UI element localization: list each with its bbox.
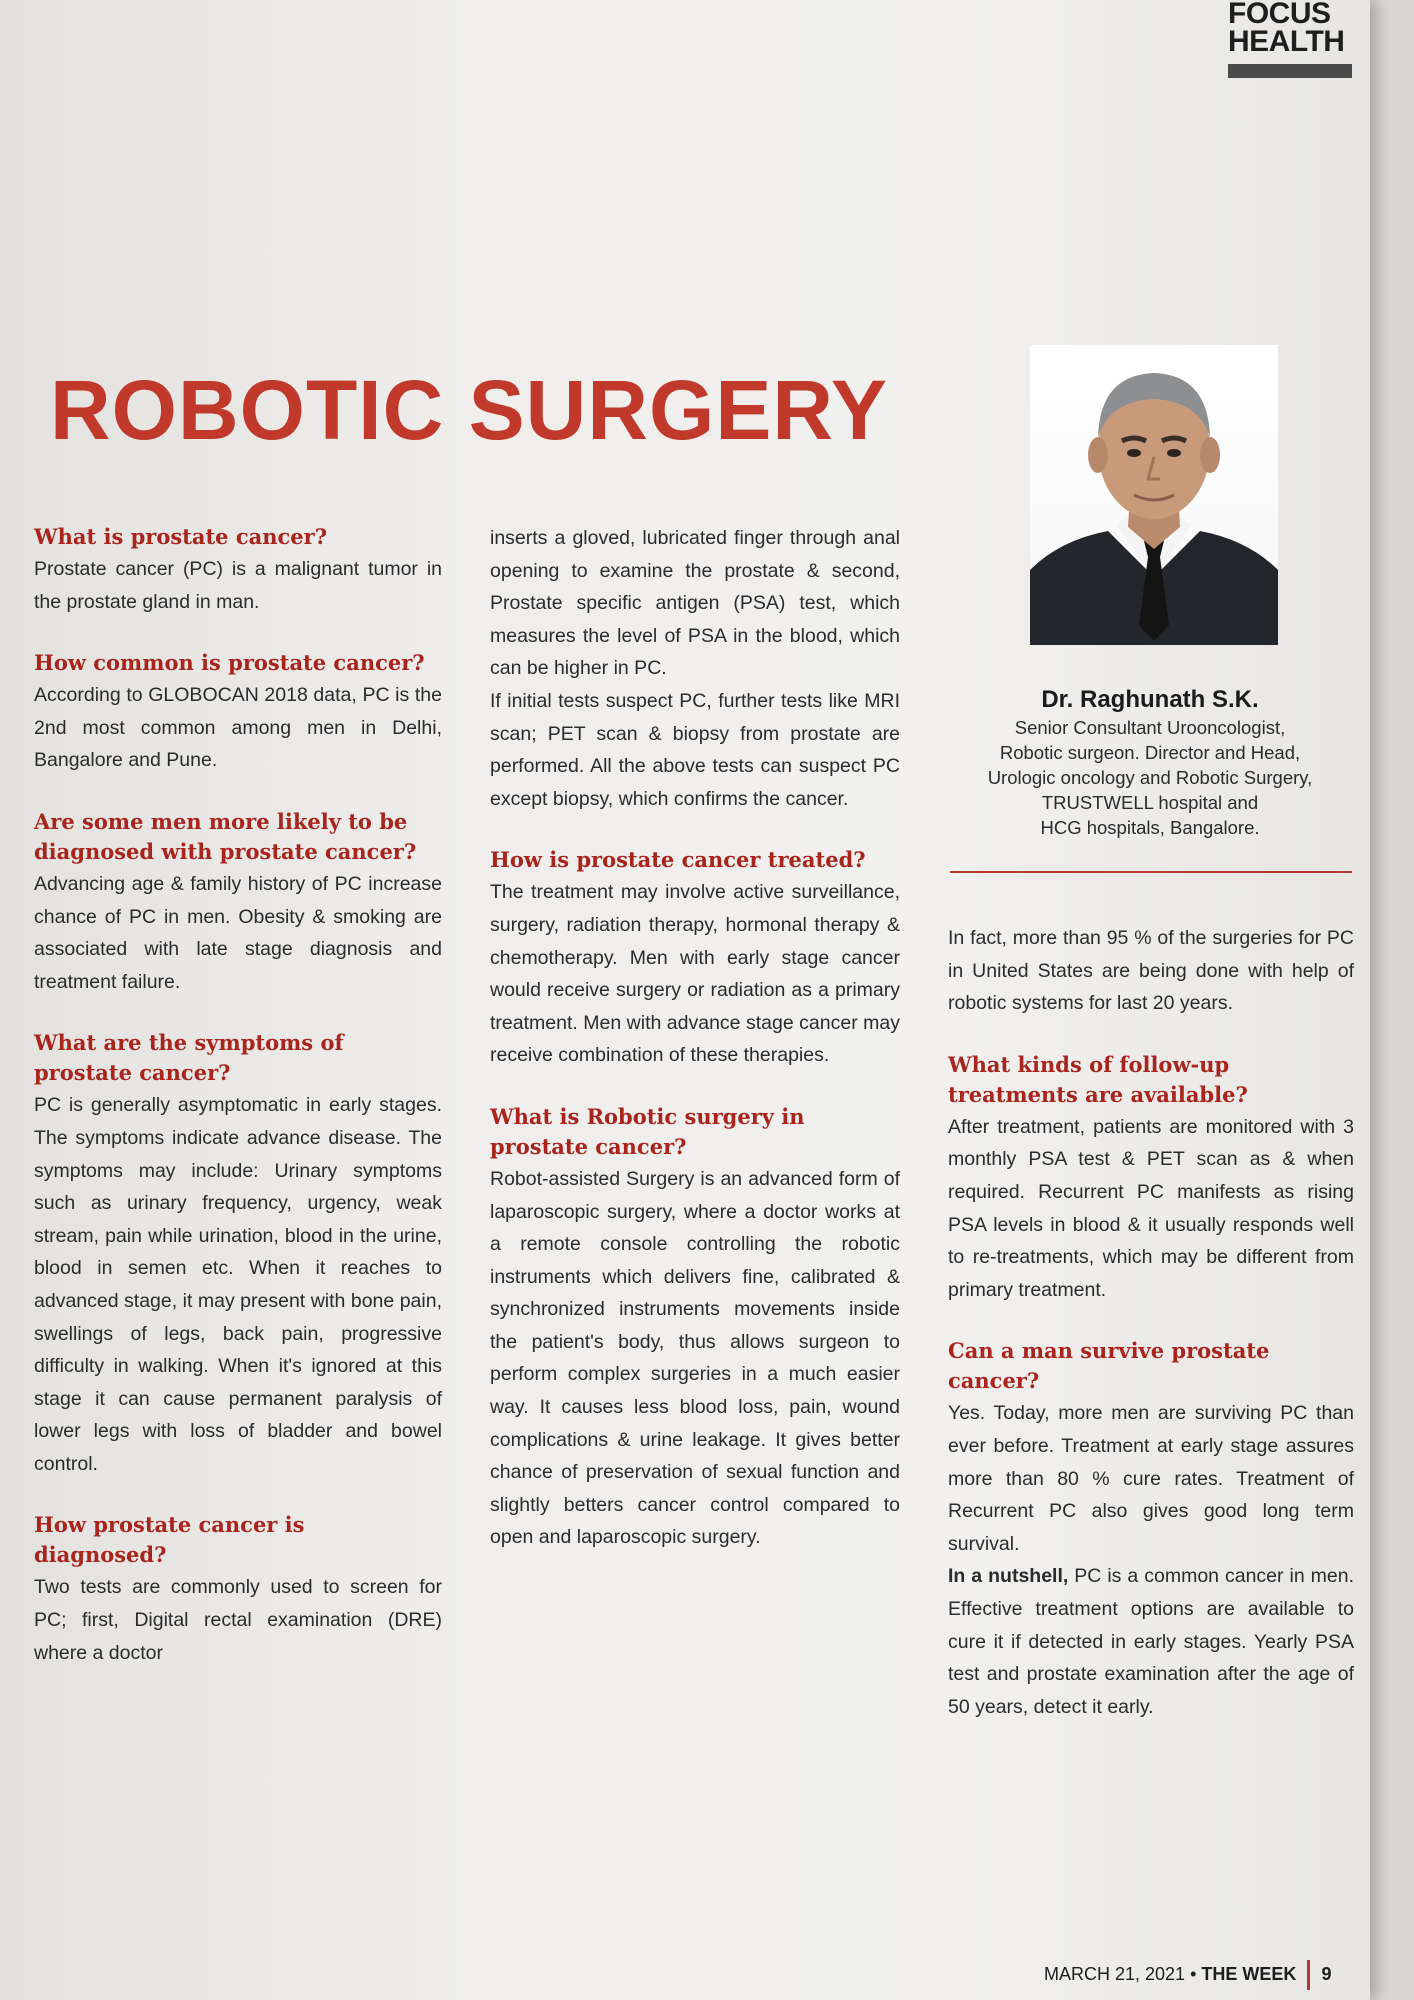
conclusion-paragraph [948, 1560, 1354, 1723]
column-1 [34, 522, 442, 1699]
doctor-role-line: Senior Consultant Urooncologist, [1014, 717, 1286, 738]
faq-section [490, 1102, 900, 1554]
section-tag-bar [1228, 64, 1352, 78]
faq-answer: Yes. Today, more men are surviving PC than ever before. Treatment at early stage assures more than 80 % cure rates. Treatment of Recurrent PC also gives good long term survival. [948, 1402, 1354, 1555]
faq-answer: In fact, more than 95 % of the surgeries for PC in United States are being done with help of robotic systems for last 20 years. [948, 927, 1354, 1015]
faq-section [948, 1336, 1354, 1723]
doctor-role-line: TRUSTWELL hospital and [1041, 792, 1259, 813]
faq-question: What kinds of follow-up treatments are available? [948, 1051, 1248, 1107]
page-number: 9 [1321, 1963, 1332, 1984]
doctor-role-line: Urologic oncology and Robotic Surgery, [987, 767, 1313, 788]
faq-answer: The treatment may involve active surveillance, surgery, radiation therapy, hormonal therapy & chemotherapy. Men with early stage cancer would receive surgery or radiation as a primary treatment. Men with advance stage cancer may receive combination of these therapies. [490, 881, 900, 1067]
doctor-name: Dr. Raghunath S.K. [1041, 686, 1259, 713]
conclusion-lead: In a nutshell, [948, 1565, 1069, 1588]
faq-section [490, 845, 900, 1072]
faq-answer: According to GLOBOCAN 2018 data, PC is the 2nd most common among men in Delhi, Bangalore and Pune. [34, 684, 442, 772]
faq-section [34, 1510, 442, 1669]
doctor-portrait [1030, 345, 1278, 645]
faq-answer: Robot-assisted Surgery is an advanced form of laparoscopic surgery, where a doctor works at a remote console controlling the robotic instruments which delivers fine, calibrated & synchronized instruments movements inside the patient's body, thus allows surgeon to perform complex surgeries in a much easier way. It causes less blood loss, pain, wound complications & urine leakage. It gives better chance of preservation of sexual function and slightly betters cancer control compared to open and laparoscopic surgery. [490, 1167, 900, 1549]
faq-section-continued [948, 922, 1354, 1020]
section-tag [1228, 0, 1352, 78]
page-footer [1044, 1960, 1364, 1990]
footer-separator [1307, 1960, 1310, 1990]
conclusion-text: PC is a common cancer in men. Effective treatment options are available to cure it if detected in early stages. Yearly PSA test and prostate examination after the age of 50 years, detect it early. [948, 1565, 1354, 1718]
doctor-role-line: Robotic surgeon. Director and Head, [999, 742, 1301, 763]
faq-question: What is prostate cancer? [34, 524, 328, 549]
faq-section [34, 522, 442, 618]
faq-answer: Prostate cancer (PC) is a malignant tumor in the prostate gland in man. [34, 558, 442, 613]
faq-question: Are some men more likely to be diagnosed with prostate cancer? [34, 808, 417, 864]
issue-date: MARCH 21, 2021 [1044, 1963, 1186, 1984]
faq-question: What is Robotic surgery in prostate cancer? [490, 1103, 805, 1159]
column-3 [948, 922, 1354, 1753]
faq-answer: Advancing age & family history of PC increase chance of PC in men. Obesity & smoking are associated with late stage diagnosis and treatment failure. [34, 872, 442, 993]
doctor-portrait-image [1030, 345, 1278, 645]
article-title: ROBOTIC SURGERY [50, 363, 888, 457]
faq-answer: After treatment, patients are monitored with 3 monthly PSA test & PET scan as & when required. Recurrent PC manifests as rising PSA levels in blood & it usually responds well to re-treatments, which may be different from primary treatment. [948, 1115, 1354, 1301]
faq-question: How is prostate cancer treated? [490, 847, 866, 873]
faq-answer: PC is generally asymptomatic in early stages. The symptoms indicate advance disease. The symptoms may include: Urinary symptoms such as urinary frequency, urgency, weak stream, pain while urination, blood in the urine, blood in semen etc. When it reaches to advanced stage, it may present with bone pain, swellings of legs, back pain, progressive difficulty in walking. When it's ignored at this stage it can cause permanent paralysis of lower legs with loss of bladder and bowel control. [34, 1094, 442, 1475]
faq-section [34, 807, 442, 998]
faq-question: How common is prostate cancer? [34, 650, 425, 676]
magazine-name: THE WEEK [1201, 1963, 1297, 1984]
doctor-role-line: HCG hospitals, Bangalore. [1040, 817, 1260, 838]
column-2 [490, 522, 900, 1584]
faq-section-continued [490, 522, 900, 815]
faq-answer: If initial tests suspect PC, further tests like MRI scan; PET scan & biopsy from prostate are performed. All the above tests can suspect PC except biopsy, which confirms the cancer. [490, 689, 900, 810]
footer-bullet: • [1190, 1963, 1197, 1984]
faq-section [34, 1028, 442, 1480]
faq-answer: Two tests are commonly used to screen for PC; first, Digital rectal examination (DRE) where a doctor [34, 1576, 442, 1664]
faq-answer: inserts a gloved, lubricated finger through anal opening to examine the prostate & second, Prostate specific antigen (PSA) test, which measures the level of PSA in the blood, which can be higher in PC. [490, 527, 900, 680]
faq-question: What are the symptoms of prostate cancer? [34, 1030, 344, 1086]
faq-question: Can a man survive prostate cancer? [948, 1338, 1270, 1394]
bio-divider [950, 871, 1352, 873]
faq-question: How prostate cancer is diagnosed? [34, 1512, 305, 1568]
section-tag-line1: FOCUS [1228, 0, 1331, 30]
doctor-bio [940, 685, 1360, 840]
faq-section [948, 1050, 1354, 1307]
section-tag-line2: HEALTH [1228, 25, 1345, 58]
faq-section [34, 648, 442, 777]
